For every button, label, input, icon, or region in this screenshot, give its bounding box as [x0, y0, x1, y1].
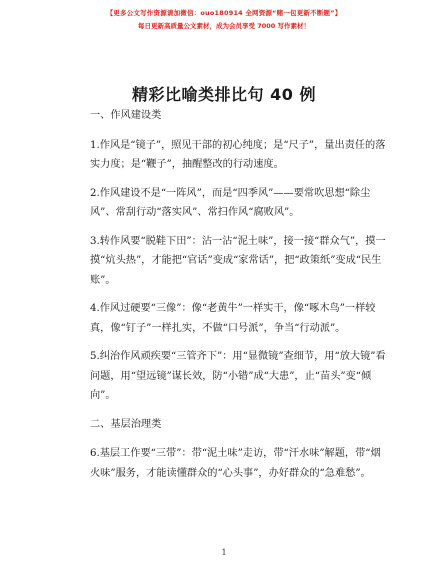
paragraph: 5.纠治作风顽疾要“三管齐下”：用“显微镜”查细节，用“放大镜”看问题，用“望远镜”谋长效，防“小错”成“大患”，止“苗头”变“倾向”。 [90, 351, 386, 401]
promo-banner-line-2: 每日更新高质量公文素材，成为会员享受 7000 写作素材！ [137, 22, 311, 30]
promo-banner [0, 8, 448, 31]
paragraph: 2.作风建设不是“一阵风”，而是“四季风”——要常吹思想“除尘风”、常刮行动“落实风”、常扫作风“腐败风”。 [90, 187, 371, 218]
document-body [90, 104, 390, 492]
paragraph: 3.转作风要“脱鞋下田”：沾一沾“泥土味”，接一接“群众气”，摸一摸“炕头热”，才能把“官话”变成“家常话”，把“政策纸”变成“民生账”。 [90, 235, 386, 286]
section-heading: 一、作风建设类 [90, 110, 162, 121]
page-number: 1 [221, 548, 227, 557]
document-title: 精彩比喻类排比句 40 例 [132, 85, 316, 104]
section-heading: 二、基层治理类 [90, 418, 162, 430]
promo-banner-line-1: 【更多公文写作资源请加微信：ouo180914 全网资源“赌一包更新不断题”】 [106, 9, 342, 17]
paragraph: 4.作风过硬要“三像”：像“老黄牛”一样实干，像“啄木鸟”一样较真，像“钉子”一样扎实，不做“口号派”，争当“行动派”。 [90, 303, 376, 334]
paragraph: 6.基层工作要“三带”：带“泥土味”走访，带“汗水味”解题，带“烟火味”服务，才能读懂群众的“心头事”，办好群众的“急难愁”。 [90, 448, 381, 479]
paragraph: 1.作风是“镜子”，照见干部的初心纯度；是“尺子”，量出责任的落实力度；是“鞭子”，抽醒整改的行动速度。 [90, 139, 386, 170]
